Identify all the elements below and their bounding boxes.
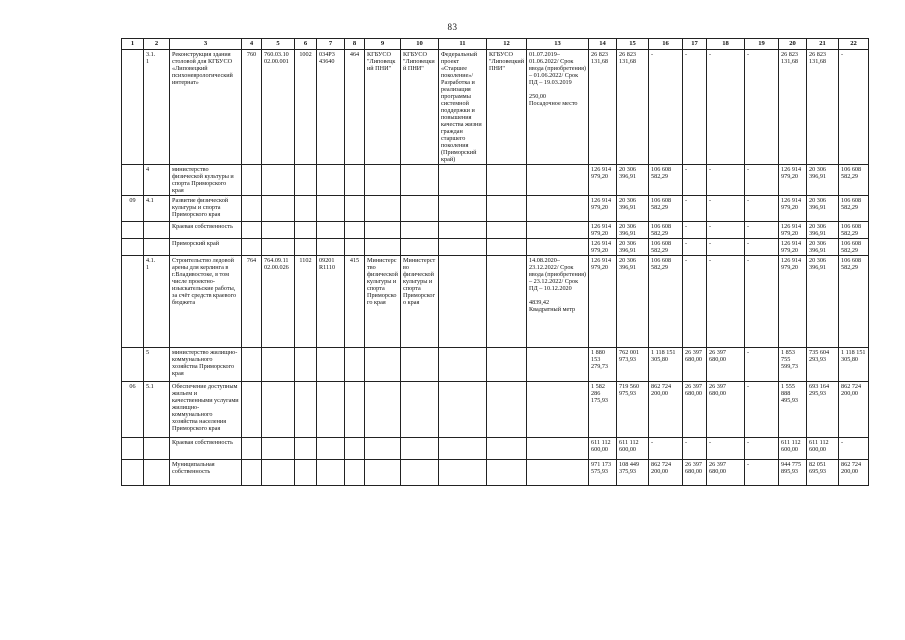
table-cell [345,165,365,196]
table-cell [295,348,317,382]
table-cell [122,348,144,382]
table-cell: - [707,256,745,348]
table-cell: Краевая собственность [170,438,242,460]
table-row [122,239,869,256]
table-row [122,222,869,239]
header-cell: 3 [170,39,242,50]
table-cell: 106 608 582,29 [649,165,683,196]
table-cell [527,382,589,438]
table-cell: 26 397 680,00 [683,382,707,438]
table-cell: 126 914 979,20 [779,165,807,196]
table-cell [144,438,170,460]
table-cell: - [745,239,779,256]
table-cell: 20 306 396,91 [807,256,839,348]
table-cell: - [707,239,745,256]
table-cell: Обеспечение доступным жильем и качественными услугами жилищно-коммунального хозяйства населения Приморского края [170,382,242,438]
table-cell [262,165,295,196]
table-cell: 1 118 151 305,80 [649,348,683,382]
table-cell [527,348,589,382]
table-cell: 14.08.2020–23.12.2022/ Срок ввода (приобретения) – 23.12.2022/ Срок ПД – 10.12.2020 4839,42 Квадратный метр [527,256,589,348]
table-cell [242,382,262,438]
table-cell: 764 [242,256,262,348]
table-cell [122,50,144,165]
table-cell: 26 397 680,00 [707,348,745,382]
table-cell [487,348,527,382]
table-cell: - [707,438,745,460]
table-cell: 20 306 396,91 [807,239,839,256]
table-cell [487,165,527,196]
table-cell [527,196,589,222]
table-cell [262,196,295,222]
table-cell [122,239,144,256]
table-row [122,50,869,165]
table-cell [439,222,487,239]
header-cell: 17 [683,39,707,50]
header-cell: 21 [807,39,839,50]
table-cell: 760.03.10 02.00.001 [262,50,295,165]
table-cell: 764.09.11 02.00.026 [262,256,295,348]
table-cell: 126 914 979,20 [589,165,617,196]
table-cell: 971 173 575,93 [589,460,617,486]
table-row [122,438,869,460]
table-cell [401,460,439,486]
table-cell [317,460,345,486]
table-cell [439,256,487,348]
table-cell: - [745,348,779,382]
table-cell [295,165,317,196]
table-row [122,348,869,382]
table-cell: Приморский край [170,239,242,256]
table-cell [527,438,589,460]
table-cell: 108 449 375,93 [617,460,649,486]
table-cell: 106 608 582,29 [649,222,683,239]
table-cell: 1102 [295,256,317,348]
table-cell [345,460,365,486]
table-cell [401,196,439,222]
table-cell: 06 [122,382,144,438]
table-cell: 20 306 396,91 [617,165,649,196]
table-cell [401,165,439,196]
table-cell [122,438,144,460]
header-cell: 2 [144,39,170,50]
table-cell [527,222,589,239]
table-cell: 611 112 600,00 [807,438,839,460]
table-cell: 106 608 582,29 [839,222,869,239]
header-cell: 22 [839,39,869,50]
budget-table [121,38,869,486]
table-cell: - [745,438,779,460]
table-cell: - [683,222,707,239]
table-cell: 106 608 582,29 [649,196,683,222]
table-cell: 1 880 153 279,73 [589,348,617,382]
table-row [122,256,869,348]
table-cell: 693 164 295,93 [807,382,839,438]
table-cell: министерство жилищно-коммунального хозяйства Приморского края [170,348,242,382]
header-cell: 7 [317,39,345,50]
table-cell: 20 306 396,91 [617,196,649,222]
table-cell: - [707,196,745,222]
table-cell [317,165,345,196]
table-cell [345,438,365,460]
table-cell: - [707,50,745,165]
header-cell: 16 [649,39,683,50]
table-cell [365,222,401,239]
table-cell [317,196,345,222]
table-cell: 719 560 975,93 [617,382,649,438]
table-cell: - [649,438,683,460]
table-cell: - [683,50,707,165]
table-cell [487,382,527,438]
table-cell: 1 555 888 495,93 [779,382,807,438]
table-cell: - [745,460,779,486]
table-cell: 862 724 200,00 [839,382,869,438]
table-cell: - [745,196,779,222]
table-cell: 20 306 396,91 [807,165,839,196]
table-cell: - [745,50,779,165]
table-cell [365,196,401,222]
table-cell [401,239,439,256]
table-cell [242,239,262,256]
table-cell: - [839,438,869,460]
table-cell: Министерство физической культуры и спорта Приморского края [365,256,401,348]
table-cell: 1 582 286 175,93 [589,382,617,438]
table-cell: Развитие физической культуры и спорта Приморского края [170,196,242,222]
table-cell [439,382,487,438]
table-cell [317,222,345,239]
header-cell: 11 [439,39,487,50]
table-cell [295,196,317,222]
table-header-row [122,39,869,50]
table-cell: 862 724 200,00 [649,460,683,486]
table-cell: 3.1. 1 [144,50,170,165]
table-cell: 106 608 582,29 [839,256,869,348]
table-cell [365,460,401,486]
table-cell [242,438,262,460]
table-cell [242,460,262,486]
table-cell: 944 775 895,93 [779,460,807,486]
table-cell: 26 823 131,68 [807,50,839,165]
header-cell: 5 [262,39,295,50]
table-cell [295,460,317,486]
table-cell [365,165,401,196]
table-cell: министерство физической культуры и спорта Приморского края [170,165,242,196]
table-cell: 5 [144,348,170,382]
table-cell: 735 604 293,93 [807,348,839,382]
table-cell: - [683,165,707,196]
page-number: 83 [447,22,458,32]
table-cell: 611 112 600,00 [589,438,617,460]
table-cell [365,239,401,256]
table-cell: 26 823 131,68 [589,50,617,165]
table-cell [144,239,170,256]
table-cell [317,382,345,438]
table-cell: 760 [242,50,262,165]
table-cell [295,239,317,256]
table-cell [122,165,144,196]
table-cell: 82 051 695,93 [807,460,839,486]
header-cell: 6 [295,39,317,50]
table-cell [262,438,295,460]
table-cell: КГБУСО "Липовецкий ПНИ" [365,50,401,165]
table-cell: Министерство физической культуры и спорта Приморского края [401,256,439,348]
table-row [122,165,869,196]
table-cell: 106 608 582,29 [839,239,869,256]
table-cell [317,239,345,256]
table-cell: 415 [345,256,365,348]
table-cell: - [745,256,779,348]
header-cell: 14 [589,39,617,50]
header-cell: 19 [745,39,779,50]
header-cell: 8 [345,39,365,50]
table-cell [262,460,295,486]
table-cell: 09 [122,196,144,222]
table-cell: 126 914 979,20 [779,239,807,256]
table-cell: 611 112 600,00 [617,438,649,460]
table-cell: КГБУСО "Липовецкий ПНИ" [401,50,439,165]
table-cell: 611 112 600,00 [779,438,807,460]
table-cell: 4.1. 1 [144,256,170,348]
table-cell [365,382,401,438]
table-cell: 106 608 582,29 [649,239,683,256]
table-cell: 126 914 979,20 [589,222,617,239]
table-cell [487,256,527,348]
table-cell [487,222,527,239]
table-cell: 1002 [295,50,317,165]
table-cell [262,382,295,438]
table-cell [262,222,295,239]
table-cell [122,256,144,348]
table-cell [242,348,262,382]
table-cell: Краевая собственность [170,222,242,239]
table-cell: 26 397 680,00 [683,348,707,382]
header-cell: 18 [707,39,745,50]
table-row [122,196,869,222]
table-cell [262,239,295,256]
table-cell: 20 306 396,91 [617,239,649,256]
table-cell [401,382,439,438]
table-cell [317,438,345,460]
table-cell [487,460,527,486]
table-cell [401,222,439,239]
table-cell [242,196,262,222]
table-cell [345,348,365,382]
table-cell [144,460,170,486]
table-cell: - [683,438,707,460]
table-cell: 26 397 680,00 [683,460,707,486]
table-cell [439,196,487,222]
table-cell [401,438,439,460]
table-cell: 20 306 396,91 [807,222,839,239]
table-cell: 26 823 131,68 [617,50,649,165]
table-cell [122,460,144,486]
table-cell: 034P3 43640 [317,50,345,165]
table-cell: 20 306 396,91 [617,222,649,239]
table-cell: 20 306 396,91 [617,256,649,348]
table-cell [487,239,527,256]
table-cell [345,196,365,222]
table-cell [345,222,365,239]
table-cell: 106 608 582,29 [839,165,869,196]
table-cell: 862 724 200,00 [649,382,683,438]
table-row [122,382,869,438]
table-cell: 20 306 396,91 [807,196,839,222]
table-cell: - [707,222,745,239]
table-cell: - [707,165,745,196]
table-cell [262,348,295,382]
table-cell [295,222,317,239]
table-cell: 126 914 979,20 [779,222,807,239]
table-cell [365,438,401,460]
table-cell: Муниципальная собственность [170,460,242,486]
table-cell: - [649,50,683,165]
table-cell: - [683,256,707,348]
table-cell: 106 608 582,29 [839,196,869,222]
table-cell: 126 914 979,20 [589,256,617,348]
header-cell: 9 [365,39,401,50]
table-cell: 1 118 151 305,80 [839,348,869,382]
header-cell: 13 [527,39,589,50]
table-cell [144,222,170,239]
table-cell: Строительство ледовой арены для керлинга в г.Владивостоке, в том числе проектно-изыскательские работы, за счёт средств краевого бюджета [170,256,242,348]
table-cell: 1 853 755 599,73 [779,348,807,382]
table-cell [527,460,589,486]
table-cell [365,348,401,382]
table-row [122,460,869,486]
table-cell [122,222,144,239]
table-cell: 5.1 [144,382,170,438]
table-cell: - [745,222,779,239]
table-cell: - [683,196,707,222]
table-cell: 126 914 979,20 [589,239,617,256]
table-cell: 126 914 979,20 [779,196,807,222]
table-cell [242,222,262,239]
table-cell: - [745,382,779,438]
table-cell [345,239,365,256]
header-cell: 10 [401,39,439,50]
table-cell: - [683,239,707,256]
table-cell [295,382,317,438]
table-cell [439,165,487,196]
table-cell [527,165,589,196]
table-cell: КГБУСО "Липовецкий ПНИ" [487,50,527,165]
table-cell: 09201 R1110 [317,256,345,348]
table-cell [487,196,527,222]
header-cell: 20 [779,39,807,50]
table-cell: 4 [144,165,170,196]
table-cell [295,438,317,460]
table-cell: 26 397 680,00 [707,382,745,438]
table-cell [439,239,487,256]
table-cell: 464 [345,50,365,165]
table-cell [345,382,365,438]
table-cell: 26 823 131,68 [779,50,807,165]
table-cell [527,239,589,256]
table-cell [317,348,345,382]
table-cell: 4.1 [144,196,170,222]
table-cell [439,438,487,460]
table-cell [439,348,487,382]
table-cell: Реконструкция здания столовой для КГБУСО «Липовецкий психоневрологический интернат» [170,50,242,165]
table-cell: - [839,50,869,165]
table-cell [401,348,439,382]
header-cell: 1 [122,39,144,50]
table-cell: - [745,165,779,196]
header-cell: 4 [242,39,262,50]
table-cell [242,165,262,196]
header-cell: 12 [487,39,527,50]
table-cell: 126 914 979,20 [779,256,807,348]
table-cell: 862 724 200,00 [839,460,869,486]
table-cell: 01.07.2019–01.06.2022/ Срок ввода (приобретения) – 01.06.2022/ Срок ПД – 19.03.2019 250,00 Посадочное место [527,50,589,165]
table-cell: 26 397 680,00 [707,460,745,486]
table-cell: 762 001 973,93 [617,348,649,382]
table-cell [487,438,527,460]
table-cell: 106 608 582,29 [649,256,683,348]
header-cell: 15 [617,39,649,50]
table-cell: 126 914 979,20 [589,196,617,222]
table-cell: Федеральный проект «Старшее поколение»/ Разработка и реализация программы системной поддержки и повышения качества жизни граждан старшего поколения (Приморский край) [439,50,487,165]
table-cell [439,460,487,486]
